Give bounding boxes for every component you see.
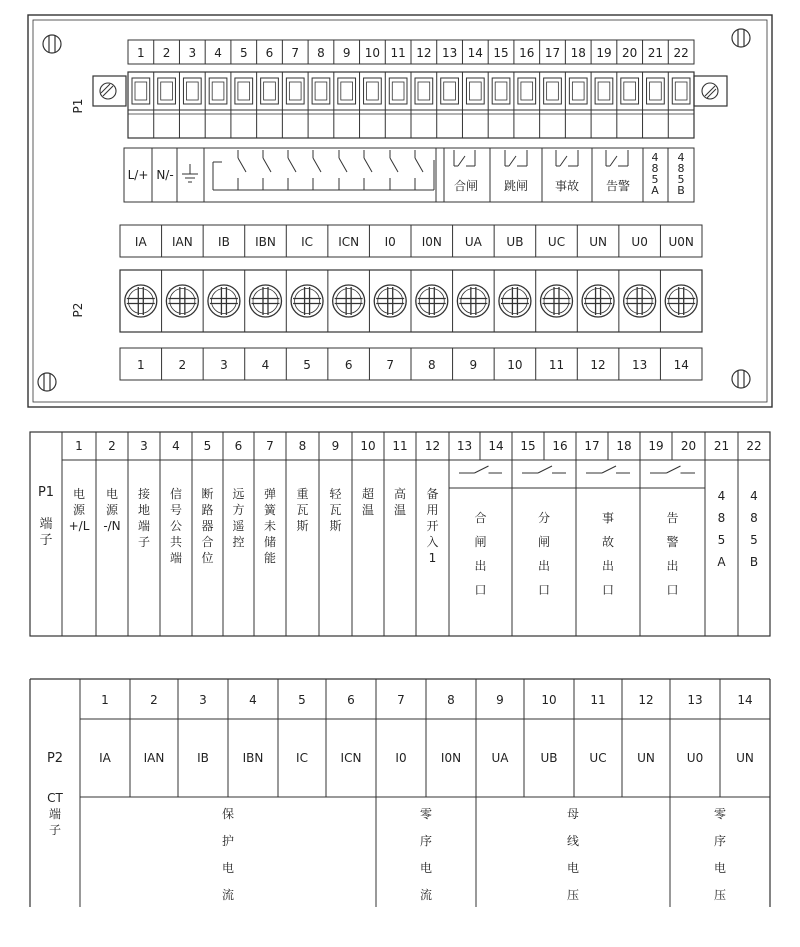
end-screw-icon bbox=[100, 83, 116, 99]
input-contact-icon bbox=[313, 150, 321, 190]
table1-function-char: 远 bbox=[232, 487, 245, 501]
table2-group-char: 序 bbox=[419, 834, 433, 848]
table1-terminal-number: 22 bbox=[746, 439, 762, 453]
table2-group-char: 线 bbox=[566, 834, 580, 848]
p2-terminal-table bbox=[30, 679, 770, 907]
terminal-clamp-icon bbox=[183, 78, 201, 104]
p2-signal-label: IB bbox=[218, 235, 230, 249]
table2-terminal-number: 11 bbox=[590, 693, 606, 707]
table2-signal-label: IAN bbox=[143, 751, 165, 765]
p2-terminal-number: 13 bbox=[632, 358, 648, 372]
p1-label: P1 bbox=[71, 98, 85, 114]
table1-function-char: 电 bbox=[105, 487, 119, 501]
p1-terminal-number: 19 bbox=[596, 46, 612, 60]
table1-terminal-number: 3 bbox=[140, 439, 148, 453]
screw-terminal-icon bbox=[291, 285, 323, 317]
table1-function-char: 出 bbox=[601, 559, 615, 573]
p1-terminal-number: 1 bbox=[137, 46, 145, 60]
p1-terminal-number: 6 bbox=[265, 46, 274, 60]
table2-terminal-number: 2 bbox=[150, 693, 158, 707]
terminal-clamp-icon bbox=[389, 78, 407, 104]
table2-terminal-number: 6 bbox=[347, 693, 355, 707]
table2-terminal-number: 1 bbox=[101, 693, 109, 707]
table1-function-char: 8 bbox=[717, 511, 726, 525]
p2-terminal-number: 12 bbox=[590, 358, 606, 372]
table1-function-char: 事 bbox=[601, 511, 615, 525]
trip-output-label: 跳闸 bbox=[503, 179, 529, 193]
table2-signal-label: I0 bbox=[395, 751, 407, 765]
p1-terminal-number: 16 bbox=[519, 46, 535, 60]
end-screw-icon bbox=[702, 83, 718, 99]
p2-signal-label: IC bbox=[301, 235, 314, 249]
table1-terminal-number: 20 bbox=[680, 439, 697, 453]
table2-sublabel-char: 子 bbox=[48, 823, 62, 837]
table1-function-char: 口 bbox=[474, 583, 487, 597]
p2-signal-label: IAN bbox=[171, 235, 193, 249]
table1-function-char: 温 bbox=[393, 503, 407, 517]
table1-function-char: 4 bbox=[750, 489, 758, 503]
relay-contact-icon bbox=[650, 466, 695, 473]
p2-terminal-number: 3 bbox=[220, 358, 228, 372]
table2-sublabel-char: CT bbox=[47, 791, 63, 805]
table2-terminal-number: 9 bbox=[496, 693, 504, 707]
table1-terminal-number: 4 bbox=[172, 439, 180, 453]
p2-terminal-number: 5 bbox=[303, 358, 311, 372]
table1-function-char: 告 bbox=[666, 511, 679, 525]
p1-number-strip bbox=[128, 40, 694, 64]
p1-terminal-number: 17 bbox=[544, 46, 561, 60]
table2-terminal-number: 5 bbox=[298, 693, 306, 707]
table1-function-char: 合 bbox=[474, 511, 487, 525]
table2-signal-label: IA bbox=[99, 751, 111, 765]
p1-terminal-number: 8 bbox=[317, 46, 325, 60]
terminal-clamp-icon bbox=[441, 78, 459, 104]
table2-group-char: 压 bbox=[713, 888, 727, 902]
relay-contact-icon bbox=[556, 150, 578, 166]
table2-terminal-number: 7 bbox=[397, 693, 405, 707]
ground-symbol-icon bbox=[182, 164, 198, 182]
table1-function-char: 源 bbox=[105, 503, 119, 517]
p1-terminal-number: 9 bbox=[342, 46, 351, 60]
p1-terminal-number: 18 bbox=[570, 46, 586, 60]
table1-terminal-number: 7 bbox=[266, 439, 274, 453]
table1-function-char: 温 bbox=[361, 503, 375, 517]
mount-screw-icon bbox=[43, 35, 61, 53]
p1-terminal-number: 15 bbox=[493, 46, 509, 60]
table2-p2-label: P2 bbox=[46, 751, 64, 766]
p2-signal-label: IA bbox=[134, 235, 147, 249]
p1-terminal-number: 22 bbox=[673, 46, 689, 60]
table2-group-char: 电 bbox=[566, 861, 580, 875]
screw-terminal-icon bbox=[125, 285, 157, 317]
table1-function-char: A bbox=[717, 555, 726, 569]
terminal-clamp-icon bbox=[672, 78, 690, 104]
table1-function-char: 备 bbox=[426, 487, 439, 501]
table2-terminal-number: 12 bbox=[638, 693, 654, 707]
table1-function-char: 高 bbox=[393, 487, 407, 501]
table1-terminal-number: 9 bbox=[331, 439, 340, 453]
terminal-clamp-icon bbox=[466, 78, 484, 104]
rs485a-char: 4 bbox=[651, 151, 659, 164]
table2-group-char: 流 bbox=[419, 888, 433, 902]
table2-terminal-number: 8 bbox=[447, 693, 455, 707]
table1-function-char: 端 bbox=[137, 519, 151, 533]
table2-signal-label: UA bbox=[491, 751, 509, 765]
table2-signal-label: UN bbox=[736, 751, 754, 765]
screw-terminal-icon bbox=[499, 285, 531, 317]
rs485b-label bbox=[677, 151, 685, 197]
terminal-clamp-icon bbox=[595, 78, 613, 104]
table2-group-char: 序 bbox=[713, 834, 727, 848]
table2-signal-label: IB bbox=[197, 751, 209, 765]
relay-contact-icon bbox=[505, 150, 527, 166]
table1-terminal-number: 18 bbox=[616, 439, 632, 453]
p2-signal-label: ICN bbox=[338, 235, 360, 249]
rs485b-char: B bbox=[677, 184, 685, 197]
table1-function-char: 位 bbox=[201, 551, 214, 565]
table1-terminal-number: 11 bbox=[392, 439, 408, 453]
p2-terminal-number: 6 bbox=[344, 358, 353, 372]
p1-terminal-block bbox=[93, 72, 727, 138]
table1-function-char: 路 bbox=[201, 503, 214, 517]
table1-function-char: 未 bbox=[263, 519, 277, 533]
table1-function-char: B bbox=[749, 555, 759, 569]
input-contact-icon bbox=[415, 150, 423, 190]
p1-terminal-number: 14 bbox=[467, 46, 483, 60]
table1-function-char: +/L bbox=[68, 519, 90, 533]
p1-terminal-number: 20 bbox=[622, 46, 638, 60]
table1-terminal-number: 14 bbox=[488, 439, 504, 453]
table2-group-char: 压 bbox=[566, 888, 580, 902]
mount-screw-icon bbox=[732, 370, 750, 388]
p1-terminal-number: 21 bbox=[647, 46, 664, 60]
table1-function-char: 轻 bbox=[329, 487, 342, 501]
screw-terminal-icon bbox=[416, 285, 448, 317]
p1-terminal-table bbox=[30, 432, 770, 636]
table1-function-char: 方 bbox=[232, 503, 245, 517]
table2-signal-label: UN bbox=[637, 751, 655, 765]
p1-function-strip bbox=[124, 148, 694, 202]
p2-signal-label: I0N bbox=[421, 235, 442, 249]
screw-terminal-icon bbox=[582, 285, 614, 317]
relay-contact-icon bbox=[454, 150, 475, 166]
terminal-clamp-icon bbox=[158, 78, 176, 104]
input-contact-icon bbox=[364, 150, 372, 190]
p2-terminal-number: 14 bbox=[673, 358, 689, 372]
terminal-clamp-icon bbox=[312, 78, 330, 104]
rs485a-char: A bbox=[651, 184, 659, 197]
mount-screw-icon bbox=[38, 373, 56, 391]
table2-signal-label: IC bbox=[296, 751, 308, 765]
screw-terminal-icon bbox=[457, 285, 489, 317]
table2-group-char: 保 bbox=[221, 807, 235, 821]
input-contact-icon bbox=[390, 150, 398, 190]
table1-terminal-number: 5 bbox=[203, 439, 212, 453]
table1-function-char: 能 bbox=[263, 551, 277, 565]
close-output-label: 合闸 bbox=[453, 179, 479, 193]
table2-sublabel-char: 端 bbox=[48, 807, 62, 821]
p2-terminal-number: 7 bbox=[386, 358, 395, 372]
table1-function-char: 用 bbox=[426, 503, 439, 517]
table1-function-char: 5 bbox=[717, 533, 726, 547]
screw-terminal-icon bbox=[250, 285, 282, 317]
table2-terminal-number: 3 bbox=[199, 693, 207, 707]
terminal-clamp-icon bbox=[209, 78, 227, 104]
p1-terminal-number: 7 bbox=[291, 46, 300, 60]
table1-terminal-number: 10 bbox=[360, 439, 376, 453]
terminal-clamp-icon bbox=[518, 78, 536, 104]
table1-terminal-number: 12 bbox=[424, 439, 441, 453]
table1-function-char: 分 bbox=[537, 511, 551, 525]
p2-terminal-number: 4 bbox=[261, 358, 270, 372]
table1-function-char: 出 bbox=[537, 559, 551, 573]
table1-terminal-number: 21 bbox=[713, 439, 730, 453]
table1-function-char: 弹 bbox=[263, 487, 277, 501]
table1-function-char: 1 bbox=[428, 551, 437, 565]
table1-function-char: 闸 bbox=[474, 535, 487, 549]
table2-group-char: 护 bbox=[221, 834, 235, 848]
table1-function-char: 超 bbox=[361, 487, 375, 501]
table1-function-char: 子 bbox=[137, 535, 151, 549]
table1-function-char: 号 bbox=[169, 503, 183, 517]
p2-signal-label: UB bbox=[506, 235, 524, 249]
rs485b-char: 5 bbox=[677, 173, 685, 186]
table1-function-char: 储 bbox=[263, 535, 277, 549]
table2-group-char: 电 bbox=[419, 861, 433, 875]
rs485a-char: 8 bbox=[651, 162, 659, 175]
l-plus-label: L/+ bbox=[127, 168, 149, 182]
table1-function-char: 瓦 bbox=[329, 503, 342, 517]
table1-terminal-number: 2 bbox=[108, 439, 116, 453]
p1-terminal-number: 12 bbox=[416, 46, 432, 60]
terminal-clamp-icon bbox=[569, 78, 587, 104]
screw-terminal-icon bbox=[665, 285, 697, 317]
n-minus-label: N/- bbox=[156, 168, 174, 182]
table1-function-char: 斯 bbox=[296, 519, 309, 533]
p2-signal-label: IBN bbox=[255, 235, 276, 249]
table1-function-char: 共 bbox=[169, 535, 183, 549]
table1-function-char: 警 bbox=[666, 535, 679, 549]
table1-function-char: 4 bbox=[717, 489, 726, 503]
p2-screw-block bbox=[120, 270, 702, 332]
table1-p1-label: P1 bbox=[37, 485, 55, 500]
table1-function-char: 8 bbox=[750, 511, 758, 525]
table1-function-char: -/N bbox=[103, 519, 121, 533]
screw-terminal-icon bbox=[333, 285, 365, 317]
table1-function-char: 端 bbox=[169, 551, 183, 565]
table2-terminal-number: 10 bbox=[541, 693, 557, 707]
table1-terminal-number: 8 bbox=[298, 439, 307, 453]
terminal-clamp-icon bbox=[261, 78, 279, 104]
input-contact-icon bbox=[288, 150, 296, 190]
table1-function-char: 重 bbox=[296, 487, 309, 501]
table2-terminal-number: 13 bbox=[687, 693, 703, 707]
table2-group-char: 母 bbox=[566, 807, 580, 821]
input-contact-icon bbox=[263, 150, 271, 190]
table1-terminal-number: 19 bbox=[648, 439, 664, 453]
table1-function-char: 口 bbox=[666, 583, 679, 597]
p2-signal-label: UN bbox=[589, 235, 607, 249]
table2-group-char: 零 bbox=[419, 807, 433, 821]
table1-function-char: 遥 bbox=[232, 519, 245, 533]
relay-contact-icon bbox=[459, 466, 502, 473]
table2-signal-label: U0 bbox=[686, 751, 704, 765]
table1-function-char: 瓦 bbox=[296, 503, 309, 517]
p2-number-strip bbox=[120, 348, 702, 380]
p2-label: P2 bbox=[71, 302, 85, 318]
p1-terminal-number: 13 bbox=[441, 46, 458, 60]
table2-terminal-number: 14 bbox=[737, 693, 753, 707]
table1-sublabel-char: 端 bbox=[39, 517, 53, 532]
table1-function-char: 出 bbox=[666, 559, 679, 573]
table1-function-char: 口 bbox=[601, 583, 615, 597]
p2-terminal-number: 10 bbox=[507, 358, 523, 372]
p2-signal-label: U0N bbox=[668, 235, 694, 249]
table2-signal-label: ICN bbox=[340, 751, 362, 765]
relay-contact-icon bbox=[522, 466, 566, 473]
p1-terminal-number: 11 bbox=[390, 46, 406, 60]
table2-group-char: 流 bbox=[221, 888, 235, 902]
input-contacts-schematic bbox=[213, 150, 434, 190]
table1-function-char: 控 bbox=[232, 535, 245, 549]
rs485a-label bbox=[651, 151, 659, 197]
table1-function-char: 出 bbox=[474, 559, 487, 573]
input-contact-icon bbox=[238, 150, 246, 190]
screw-terminal-icon bbox=[624, 285, 656, 317]
table1-terminal-number: 1 bbox=[75, 439, 83, 453]
table1-terminal-number: 16 bbox=[552, 439, 568, 453]
rs485b-char: 4 bbox=[677, 151, 685, 164]
table1-function-char: 开 bbox=[426, 519, 439, 533]
table2-left-sublabel bbox=[47, 791, 63, 837]
table1-sublabel-char: 子 bbox=[39, 533, 53, 548]
screw-terminal-icon bbox=[208, 285, 240, 317]
table1-terminal-number: 17 bbox=[584, 439, 600, 453]
terminal-panel bbox=[28, 15, 772, 407]
table1-function-char: 地 bbox=[137, 503, 151, 517]
terminal-clamp-icon bbox=[338, 78, 356, 104]
relay-contact-icon bbox=[606, 150, 628, 166]
terminal-clamp-icon bbox=[492, 78, 510, 104]
p2-signal-label: UA bbox=[464, 235, 482, 249]
p1-terminal-number: 10 bbox=[364, 46, 381, 60]
table2-group-char: 电 bbox=[713, 861, 727, 875]
terminal-clamp-icon bbox=[544, 78, 562, 104]
table1-function-char: 接 bbox=[137, 487, 151, 501]
terminal-clamp-icon bbox=[364, 78, 382, 104]
table2-signal-label: UB bbox=[540, 751, 558, 765]
terminal-clamp-icon bbox=[235, 78, 253, 104]
rs485a-char: 5 bbox=[651, 173, 659, 186]
table1-left-sublabel bbox=[39, 516, 52, 548]
table1-function-char: 合 bbox=[201, 535, 214, 549]
terminal-clamp-icon bbox=[286, 78, 304, 104]
p1-terminal-number: 2 bbox=[162, 46, 171, 60]
table2-group-char: 电 bbox=[221, 861, 235, 875]
table1-function-char: 信 bbox=[169, 487, 183, 501]
screw-terminal-icon bbox=[374, 285, 406, 317]
input-contact-icon bbox=[339, 150, 347, 190]
terminal-clamp-icon bbox=[647, 78, 665, 104]
table1-function-char: 断 bbox=[201, 487, 214, 501]
table1-function-char: 源 bbox=[72, 503, 86, 517]
table1-function-char: 5 bbox=[750, 533, 758, 547]
table1-function-char: 入 bbox=[426, 535, 439, 549]
terminal-clamp-icon bbox=[415, 78, 433, 104]
p1-terminal-number: 4 bbox=[214, 46, 222, 60]
table1-function-char: 斯 bbox=[329, 519, 342, 533]
p2-terminal-number: 2 bbox=[178, 358, 187, 372]
table1-terminal-number: 13 bbox=[456, 439, 473, 453]
terminal-clamp-icon bbox=[132, 78, 150, 104]
p2-signal-label: UC bbox=[547, 235, 566, 249]
screw-terminal-icon bbox=[541, 285, 573, 317]
table2-signal-label: UC bbox=[589, 751, 607, 765]
table1-function-char: 公 bbox=[169, 519, 183, 533]
p2-terminal-number: 8 bbox=[427, 358, 436, 372]
table1-terminal-number: 15 bbox=[520, 439, 536, 453]
p2-terminal-number: 1 bbox=[136, 358, 145, 372]
p1-terminal-number: 5 bbox=[239, 46, 248, 60]
table1-function-char: 闸 bbox=[537, 535, 551, 549]
p2-signal-label: U0 bbox=[631, 235, 648, 249]
accident-output-label: 事故 bbox=[554, 179, 580, 193]
table1-function-char: 簧 bbox=[263, 503, 277, 517]
p2-signal-label: I0 bbox=[384, 235, 396, 249]
table2-group-char: 零 bbox=[713, 807, 727, 821]
table1-terminal-number: 6 bbox=[234, 439, 243, 453]
table1-function-char: 电 bbox=[72, 487, 86, 501]
table2-signal-label: IBN bbox=[242, 751, 264, 765]
table2-terminal-number: 4 bbox=[249, 693, 257, 707]
terminal-clamp-icon bbox=[621, 78, 639, 104]
table1-function-char: 器 bbox=[201, 519, 214, 533]
relay-contact-icon bbox=[586, 466, 630, 473]
screw-terminal-icon bbox=[166, 285, 198, 317]
table1-function-char: 故 bbox=[601, 535, 615, 549]
p1-terminal-number: 3 bbox=[188, 46, 197, 60]
p2-signal-strip bbox=[120, 225, 702, 257]
rs485b-char: 8 bbox=[677, 162, 685, 175]
p2-terminal-number: 11 bbox=[548, 358, 565, 372]
table1-function-char: 口 bbox=[537, 583, 551, 597]
mount-screw-icon bbox=[732, 29, 750, 47]
table2-signal-label: I0N bbox=[440, 751, 462, 765]
p2-terminal-number: 9 bbox=[469, 358, 478, 372]
alarm-output-label: 告警 bbox=[605, 179, 631, 193]
